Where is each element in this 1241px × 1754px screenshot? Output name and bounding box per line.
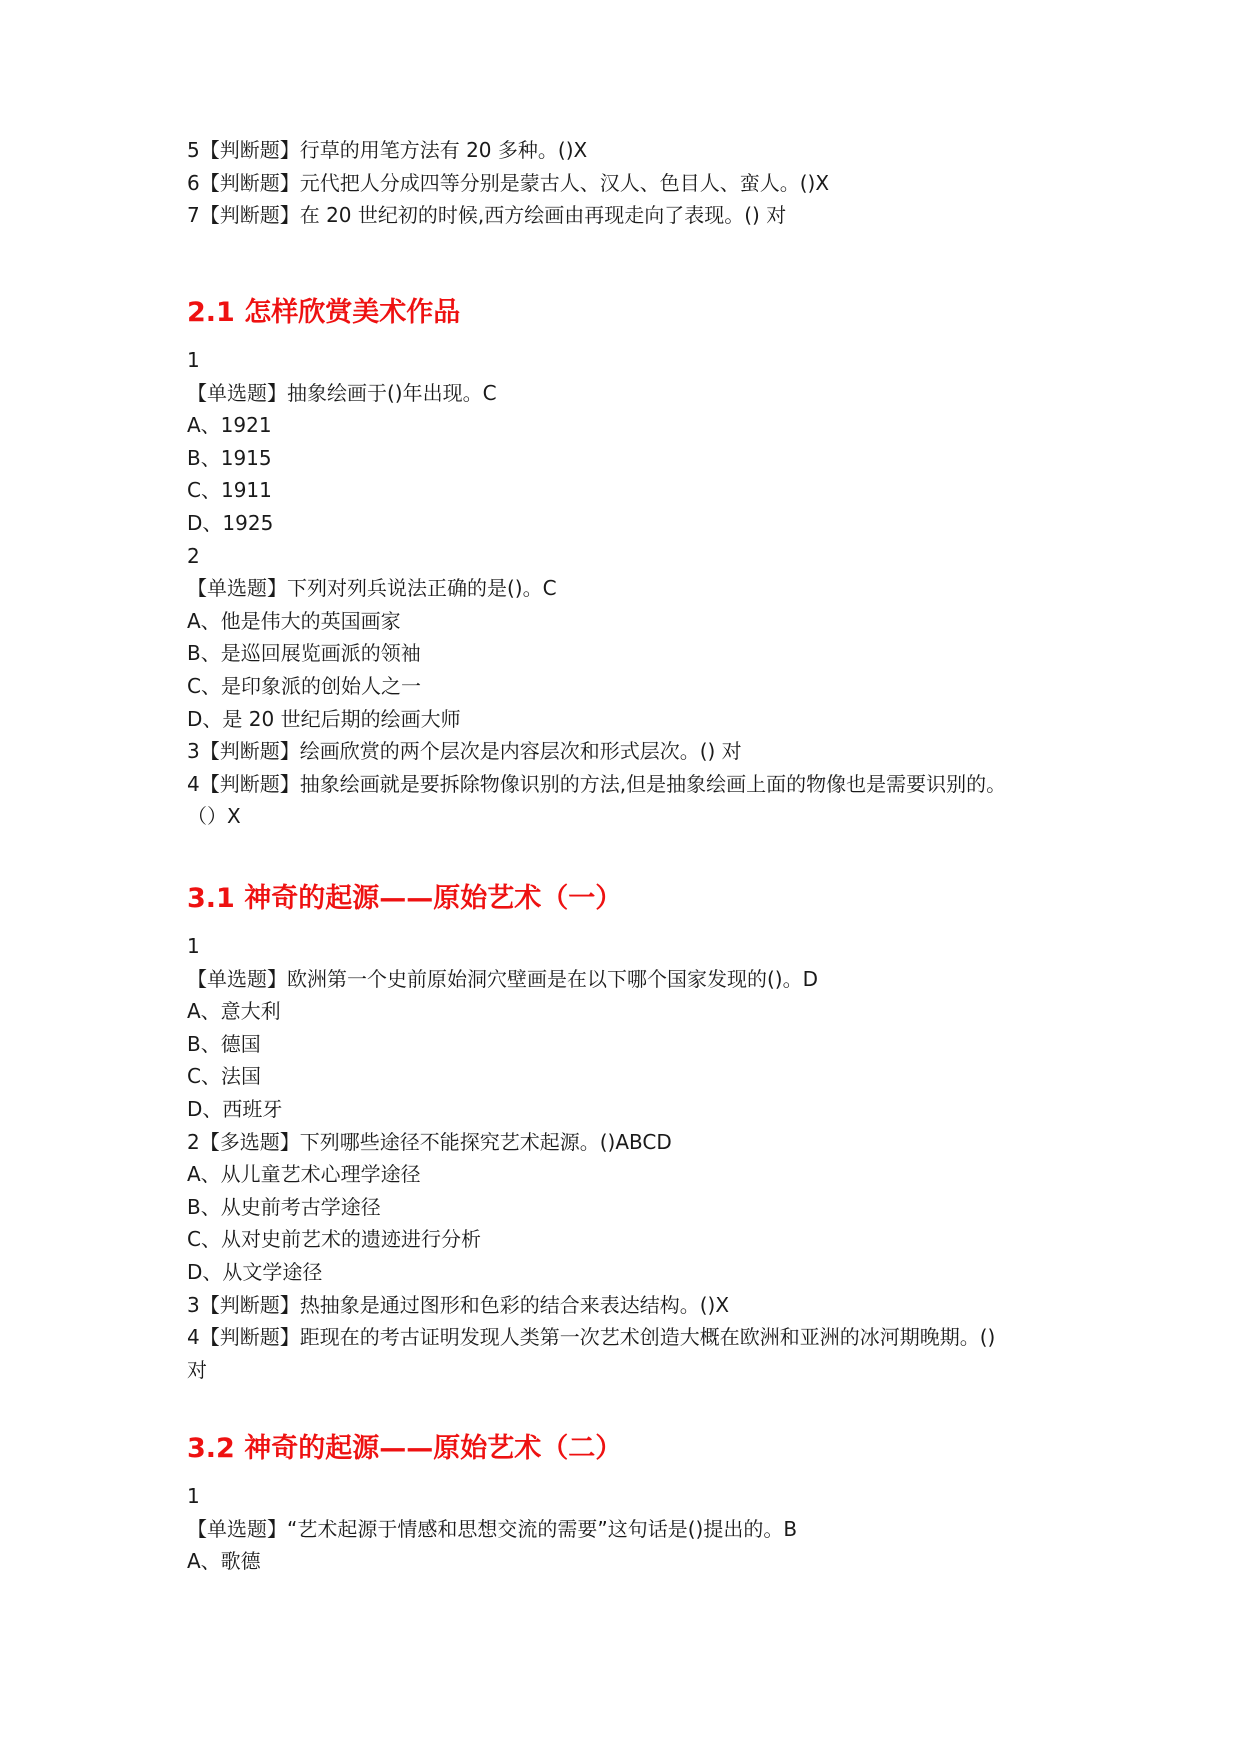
section-heading: 3.2 神奇的起源——原始艺术（二） <box>187 1433 623 1464</box>
section-heading: 3.1 神奇的起源——原始艺术（一） <box>187 883 623 914</box>
option-line: B、是巡回展览画派的领袖 <box>187 641 421 666</box>
option-line: B、从史前考古学途径 <box>187 1194 381 1219</box>
answer-line: 对 <box>187 1357 207 1382</box>
option-line: C、是印象派的创始人之一 <box>187 673 421 698</box>
previous-section-questions <box>187 134 1087 232</box>
question-stem: 【单选题】“艺术起源于情感和思想交流的需要”这句话是()提出的。B <box>187 1516 798 1541</box>
question-stem: 【单选题】下列对列兵说法正确的是()。C <box>187 576 557 601</box>
option-line: D、西班牙 <box>187 1096 283 1121</box>
section-2-1-questions <box>187 344 1087 833</box>
question-number: 2 <box>187 543 200 568</box>
option-line: A、1921 <box>187 413 272 438</box>
question-line: 5【判断题】行草的用笔方法有 20 多种。()X <box>187 138 588 162</box>
question-number: 1 <box>187 934 200 958</box>
question-number: 1 <box>187 1484 200 1508</box>
option-line: C、法国 <box>187 1064 261 1089</box>
question-line: 7【判断题】在 20 世纪初的时候,西方绘画由再现走向了表现。() 对 <box>187 203 787 228</box>
question-stem: 【单选题】欧洲第一个史前原始洞穴壁画是在以下哪个国家发现的()。D <box>187 966 819 991</box>
question-line: 3【判断题】热抽象是通过图形和色彩的结合来表达结构。()X <box>187 1292 730 1317</box>
option-line: B、1915 <box>187 445 272 470</box>
answer-line: （）X <box>187 804 241 829</box>
section-3-1-questions <box>187 930 1087 1386</box>
question-stem: 【单选题】抽象绘画于()年出现。C <box>187 380 497 405</box>
question-line: 2【多选题】下列哪些途径不能探究艺术起源。()ABCD <box>187 1129 672 1154</box>
option-line: A、意大利 <box>187 999 281 1024</box>
option-line: B、德国 <box>187 1031 261 1056</box>
option-line: D、是 20 世纪后期的绘画大师 <box>187 706 461 731</box>
option-line: D、从文学途径 <box>187 1259 323 1284</box>
question-number: 1 <box>187 348 200 372</box>
question-line: 6【判断题】元代把人分成四等分别是蒙古人、汉人、色目人、蛮人。()X <box>187 170 830 195</box>
option-line: C、从对史前艺术的遗迹进行分析 <box>187 1227 481 1252</box>
question-line: 4【判断题】抽象绘画就是要拆除物像识别的方法,但是抽象绘画上面的物像也是需要识别的。 <box>187 771 1007 796</box>
option-line: C、1911 <box>187 478 272 503</box>
section-heading: 2.1 怎样欣赏美术作品 <box>187 297 461 328</box>
option-line: A、歌德 <box>187 1549 261 1574</box>
option-line: A、从儿童艺术心理学途径 <box>187 1162 421 1187</box>
option-line: A、他是伟大的英国画家 <box>187 608 401 633</box>
question-line: 4【判断题】距现在的考古证明发现人类第一次艺术创造大概在欧洲和亚洲的冰河期晚期。() <box>187 1325 996 1350</box>
option-line: D、1925 <box>187 510 274 535</box>
section-3-2-questions <box>187 1480 1087 1578</box>
question-line: 3【判断题】绘画欣赏的两个层次是内容层次和形式层次。() 对 <box>187 739 742 764</box>
